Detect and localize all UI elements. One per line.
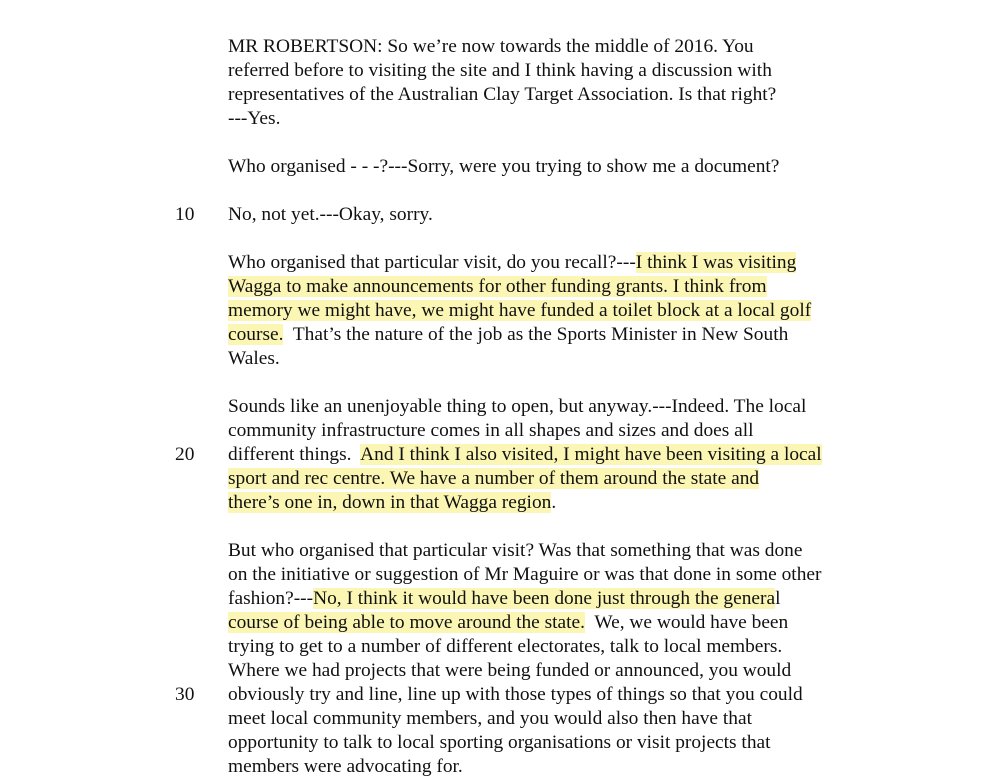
text-line <box>228 107 280 131</box>
text-run: Where we had projects that were being funded or announced, you would <box>228 660 792 681</box>
text-run: But who organised that particular visit? Was that something that was done <box>228 540 803 561</box>
highlighted-text: there’s one in, down in that Wagga region <box>228 492 552 513</box>
text-run: meet local community members, and you would also then have that <box>228 708 752 729</box>
text-line <box>228 203 433 227</box>
text-run: No, not yet.---Okay, sorry. <box>228 204 433 225</box>
text-line <box>228 563 821 587</box>
text-run: . <box>551 492 557 513</box>
text-line <box>228 539 802 563</box>
text-line <box>228 35 754 59</box>
text-run: Sounds like an unenjoyable thing to open, but anyway.---Indeed. The local <box>228 396 807 417</box>
text-line <box>228 395 806 419</box>
text-run: different things. <box>228 444 361 465</box>
text-line <box>228 731 771 755</box>
line-number: 20 <box>175 444 195 465</box>
text-run: Who organised - - -?---Sorry, were you trying to show me a document? <box>228 156 780 177</box>
highlighted-text: I think I was visiting <box>635 252 797 273</box>
highlighted-text: course. <box>228 324 284 345</box>
text-run: obviously try and line, line up with those types of things so that you could <box>228 684 803 705</box>
highlighted-text: No, I think it would have been done just through the genera <box>313 588 776 609</box>
text-line <box>228 683 803 707</box>
text-line <box>228 755 463 779</box>
text-line <box>228 611 788 635</box>
highlighted-text: memory we might have, we might have funded a toilet block at a local golf <box>228 300 812 321</box>
highlighted-text: And I think I also visited, I might have been visiting a local <box>360 444 822 465</box>
text-line <box>228 587 781 611</box>
text-run: opportunity to talk to local sporting organisations or visit projects that <box>228 732 771 753</box>
line-number: 10 <box>175 204 195 225</box>
highlighted-text: course of being able to move around the state. <box>228 612 585 633</box>
text-run: referred before to visiting the site and I think having a discussion with <box>228 60 772 81</box>
text-run: We, we would have been <box>585 612 789 633</box>
highlighted-text: sport and rec centre. We have a number of them around the state and <box>228 468 760 489</box>
text-line <box>228 155 779 179</box>
text-run: trying to get to a number of different electorates, talk to local members. <box>228 636 783 657</box>
text-line <box>228 323 788 347</box>
text-line <box>228 299 811 323</box>
text-run: ---Yes. <box>228 108 281 129</box>
text-line <box>228 707 752 731</box>
text-run: l <box>775 588 781 609</box>
text-run: members were advocating for. <box>228 756 463 777</box>
text-line <box>228 83 776 107</box>
text-run: MR ROBERTSON: So we’re now towards the middle of 2016. You <box>228 36 754 57</box>
text-line <box>228 467 759 491</box>
highlighted-text: Wagga to make announcements for other funding grants. I think from <box>228 276 767 297</box>
text-run: on the initiative or suggestion of Mr Maguire or was that done in some other <box>228 564 822 585</box>
text-run: representatives of the Australian Clay Target Association. Is that right? <box>228 84 777 105</box>
text-run: That’s the nature of the job as the Sports Minister in New South <box>283 324 789 345</box>
text-line <box>228 275 767 299</box>
line-number: 30 <box>175 684 195 705</box>
text-run: Who organised that particular visit, do you recall?--- <box>228 252 636 273</box>
text-line <box>228 251 796 275</box>
text-line <box>228 659 791 683</box>
text-line <box>228 59 772 83</box>
text-line <box>228 635 782 659</box>
text-run: community infrastructure comes in all shapes and sizes and does all <box>228 420 754 441</box>
text-line <box>228 347 280 371</box>
text-run: Wales. <box>228 348 280 369</box>
text-run: fashion?--- <box>228 588 314 609</box>
text-line <box>228 491 556 515</box>
text-line <box>228 443 822 467</box>
text-line <box>228 419 754 443</box>
